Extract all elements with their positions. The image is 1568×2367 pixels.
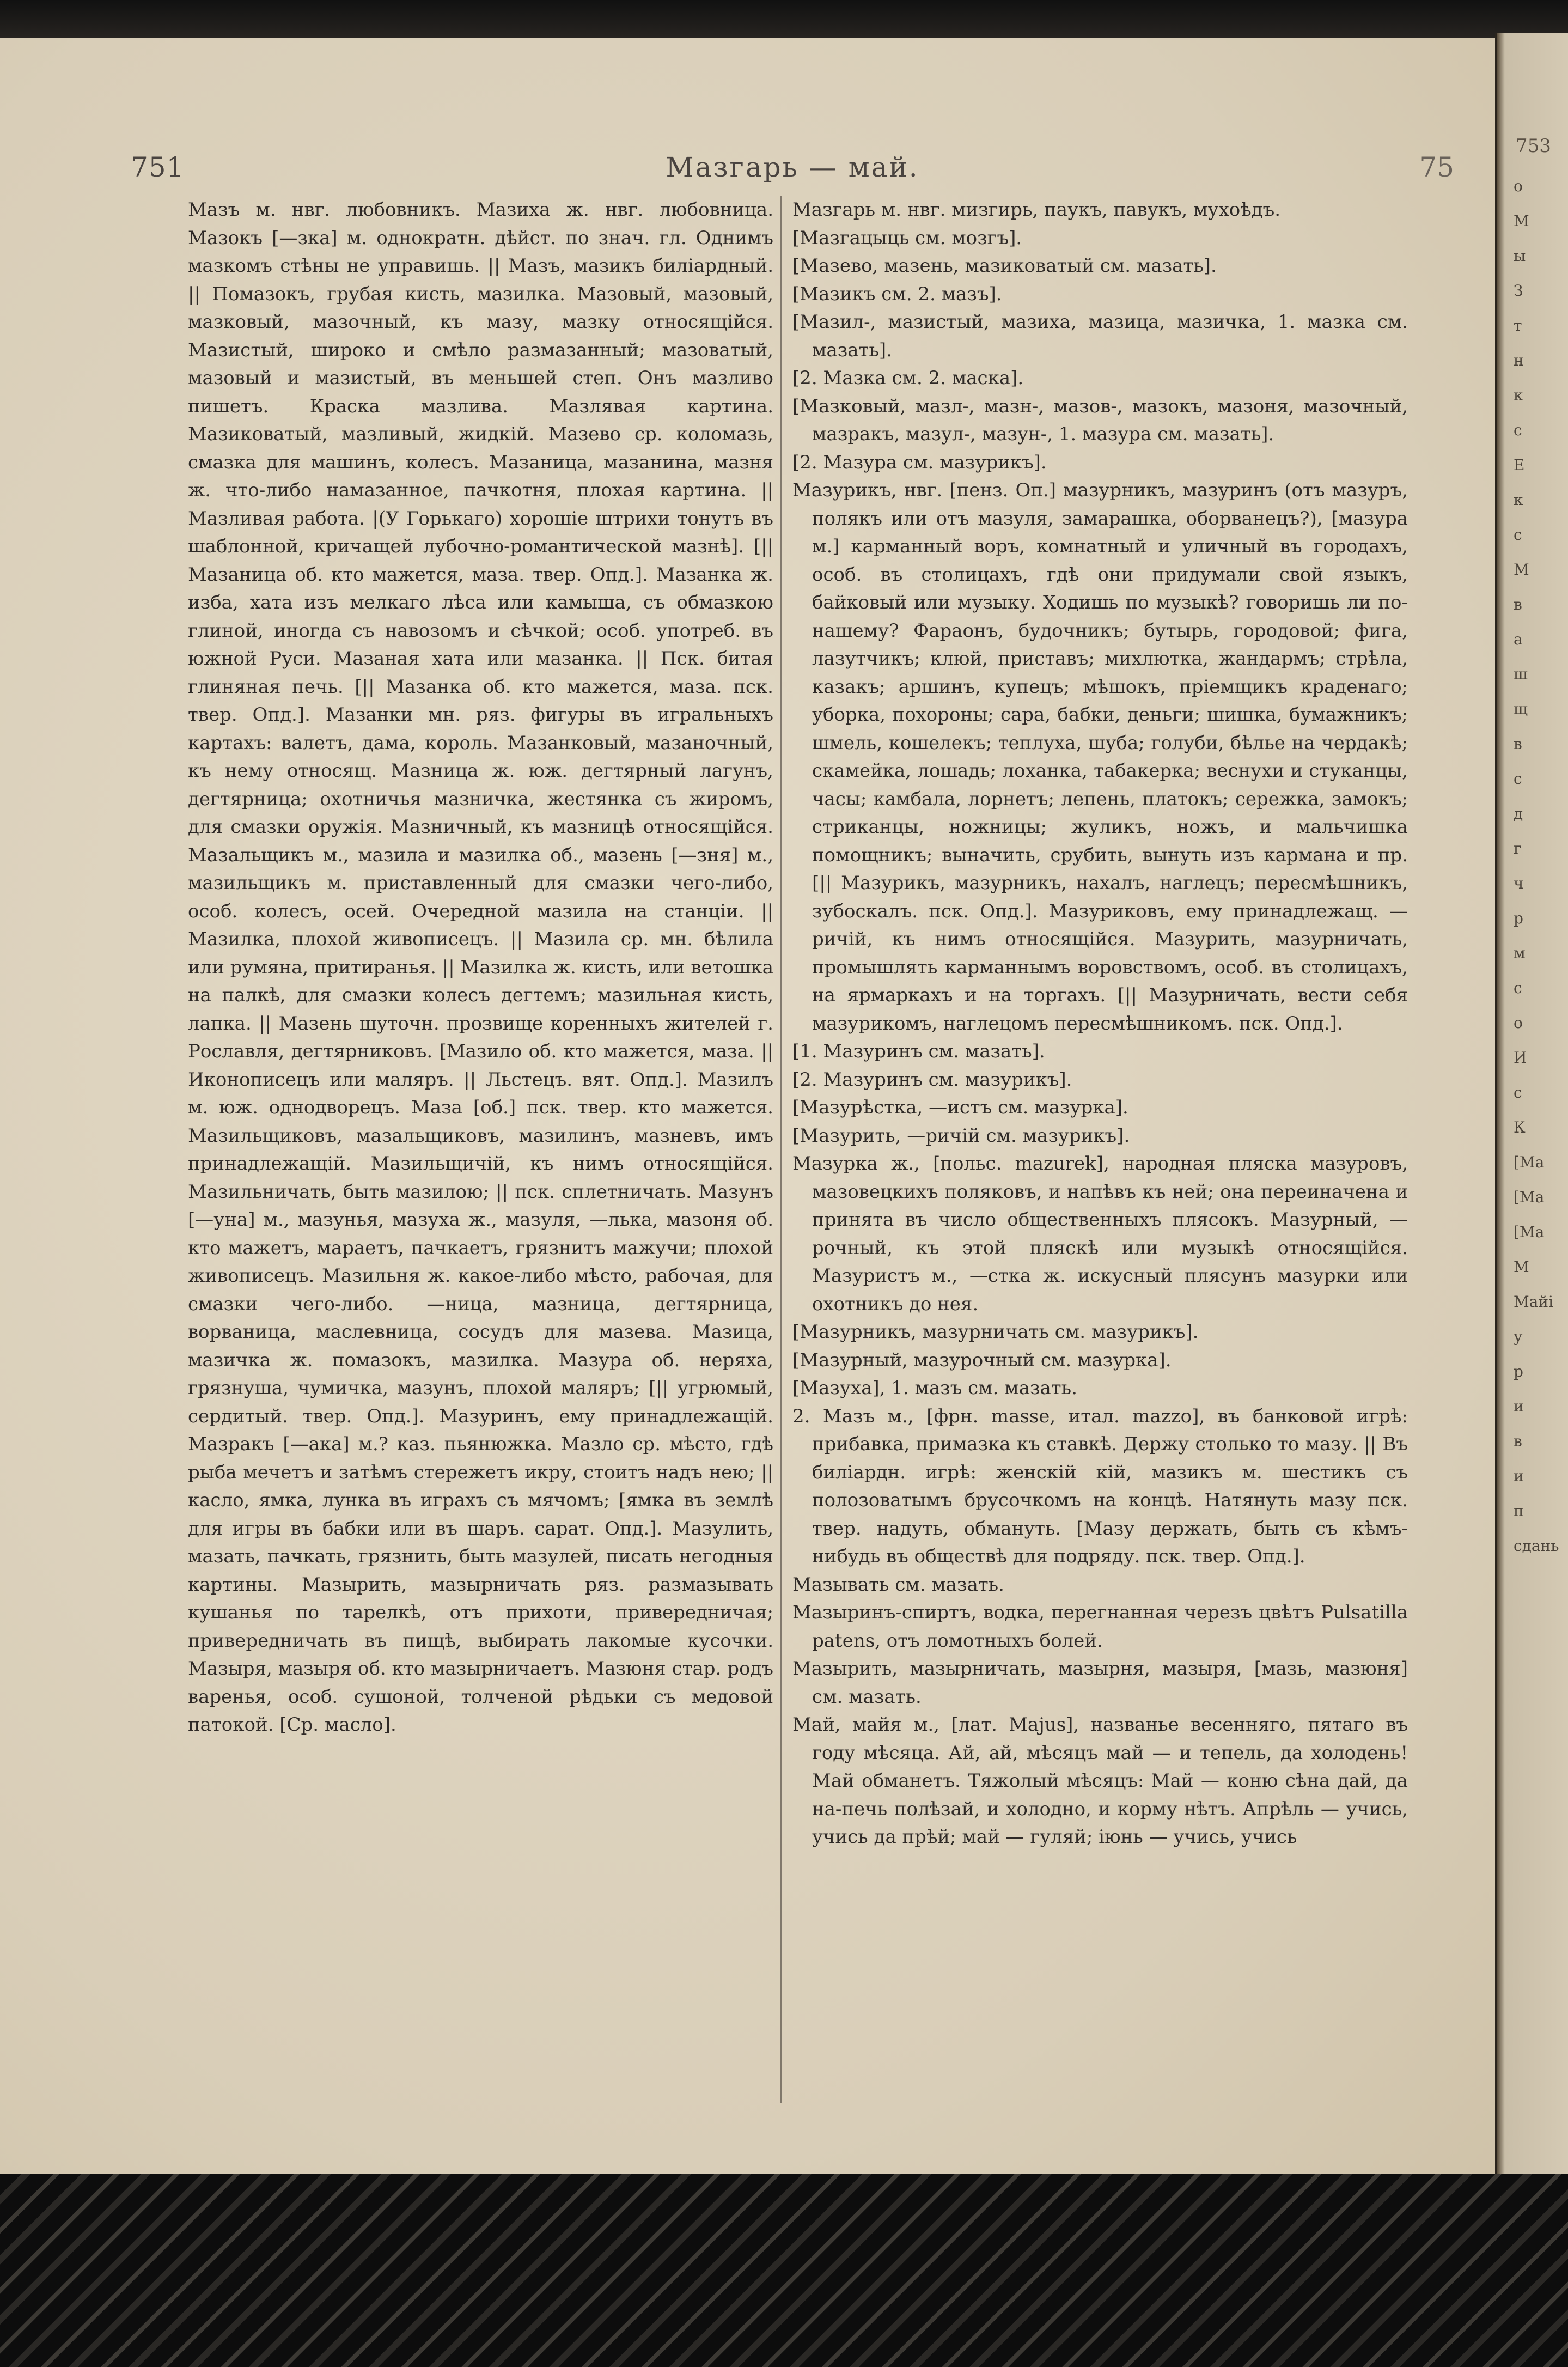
entry-mazik: [Мазикъ см. 2. мазъ]. — [792, 283, 1002, 305]
entry-mazyvat: Мазывать см. мазать. — [792, 1573, 1004, 1596]
entry-mazukha: [Мазуха], 1. мазъ см. мазать. — [792, 1377, 1077, 1399]
entry-mazil: [Мазил-, мазистый, мазиха, мазица, мазичка, 1. мазка см. мазать]. — [792, 311, 1408, 361]
column-divider — [780, 196, 782, 2103]
entry-mazurnyi: [Мазурный, мазурочный см. мазурка]. — [792, 1349, 1172, 1371]
entry-mazuristka: [Мазурѣстка, —истъ см. мазурка]. — [792, 1097, 1128, 1118]
entry-maz-2: 2. Мазъ м., [фрн. masse, итал. mazzo], въ банковой игрѣ: прибавка, примазка къ ставкѣ. Держу столько то мазу. || Въ билiардн. игрѣ: женскiй кiй, мазикъ м. шестикъ съ полозоватымъ брусочкомъ на концѣ. Натянуть мазу пск. твер. надуть, обмануть. [Мазу держать, быть съ кѣмъ-нибудь въ обществѣ для подряду. пск. твер. Опд.]. — [792, 1405, 1408, 1567]
entry-mazurin-2: [2. Мазуринъ см. мазурикъ]. — [792, 1068, 1072, 1091]
running-title: Мазгарь — май. — [666, 151, 919, 183]
entry-mazurka: Мазурка ж., [польс. mazurek], народная пляска мазуровъ, мазовецкихъ поляковъ, и напѣвъ къ ней; она переиначена и принята въ число общественныхъ плясокъ. Мазурный, —рочный, къ этой пляскѣ или музыкѣ относящiйся. Мазуристъ м., —стка ж. искусный плясунъ мазурки или охотникъ до нея. — [792, 1153, 1408, 1315]
entry-mazyrit: Мазырить, мазырничать, мазырня, мазыря, [мазь, мазюня] см. мазать. — [792, 1658, 1408, 1708]
entry-mazgar: Мазгарь м. нвг. мизгирь, паукъ, павукъ, мухоѣдъ. — [792, 199, 1281, 221]
entry-mazurik: Мазурикъ, нвг. [пенз. Оп.] мазурникъ, мазуринъ (отъ мазуръ, полякъ или отъ мазуля, замарашка, оборванецъ?), [мазура м.] карманный воръ, комнатный и уличный въ городахъ, особ. въ столицахъ, гдѣ они придумали свой языкъ, байковый или музыку. Ходишь по музыкѣ? говоришь ли по-нашему? Фараонъ, будочникъ; бутырь, городовой; фига, лазутчикъ; клюй, приставъ; михлютка, жандармъ; стрѣла, казакъ; аршинъ, купецъ; мѣшокъ, прiемщикъ краденаго; уборка, похороны; сара, бабки, деньги; шишка, бумажникъ; шмель, кошелекъ; теплуха, шуба; голуби, бѣлье на чердакѣ; скамейка, лошадь; лоханка, табакерка; веснухи и стуканцы, часы; камбала, лорнетъ; лепень, платокъ; сережка, замокъ; стриканцы, ножницы; жуликъ, ножъ, и мальчишка помощникъ; выначить, срубить, вынуть изъ кармана и пр. [|| Мазурикъ, мазурникъ, нахалъ, наглецъ; пересмѣшникъ, зубоскалъ. пск. Опд.]. Мазуриковъ, ему принадлежащ. —ричiй, къ нимъ относящiйся. Мазурить, мазурничать, промышлять карманнымъ воровствомъ, особ. въ столицахъ, на ярмаркахъ и на торгахъ. [|| Мазурничать, вести себя мазурикомъ, наглецомъ пересмѣшникомъ. пск. Опд.]. — [792, 479, 1408, 1035]
page-number: 751 — [131, 151, 185, 183]
next-page-number: 753 — [1516, 135, 1551, 157]
page-header — [131, 151, 1454, 190]
entry-mazurin-1: [1. Мазуринъ см. мазать]. — [792, 1040, 1045, 1062]
entry-mai: Май, майя м., [лат. Majus], названье весенняго, пятаго въ году мѣсяца. Ай, ай, мѣсяцъ май — и тепель, да холодень! Май обманетъ. Тяжолый мѣсяцъ: Май — коню сѣна дай, да на-печь полѣзай, и холодно, и корму нѣтъ. Апрѣль — учись, учись да прѣй; май — гуляй; iюнь — учись, учись — [792, 1714, 1408, 1848]
next-page-edge — [1495, 33, 1568, 2190]
scan-bottom-background — [0, 2174, 1568, 2367]
entry-mazura-2: [2. Мазура см. мазурикъ]. — [792, 451, 1047, 473]
entry-maz: Мазъ м. нвг. любовникъ. Мазиха ж. нвг. любовница. Мазокъ [—зка] м. однократн. дѣйст. по знач. гл. Однимъ мазкомъ стѣны не управишь. || Мазъ, мазикъ билiардный. || Помазокъ, грубая кисть, мазилка. Мазовый, мазовый, мазковый, мазочный, къ мазу, мазку относящiйся. Мазистый, широко и смѣло размазанный; мазоватый, мазовый и мазистый, въ меньшей степ. Онъ мазливо пишетъ. Краска мазлива. Мазлявая картина. Мазиковатый, мазливый, жидкiй. Мазево ср. коломазь, смазка для машинъ, колесъ. Мазаница, мазанина, мазня ж. что-либо намазанное, пачкотня, плохая картина. || Мазливая работа. |(У Горькаго) хорошiе штрихи тонутъ въ шаблонной, кричащей лубочно-романтической мазнѣ]. [|| Мазаница об. кто мажется, маза. твер. Опд.]. Мазанка ж. изба, хата изъ мелкаго лѣса или камыша, съ обмазкою глиной, иногда съ навозомъ и сѣчкой; особ. употреб. въ южной Руси. Мазаная хата или мазанка. || Пск. битая глиняная печь. [|| Мазанка об. кто мажется, маза. пск. твер. Опд.]. Мазанки мн. ряз. фигуры въ игральныхъ картахъ: валетъ, дама, король. Мазанковый, мазаночный, къ нему относящ. Мазница ж. юж. дегтярный лагунъ, дегтярница; охотничья мазничка, жестянка съ жиромъ, для смазки оружiя. Мазничный, къ мазницѣ относящiйся. Мазальщикъ м., мазила и мазилка об., мазень [—зня] м., мазильщикъ м. приставленный для смазки чего-либо, особ. колесъ, осей. Очередной мазила на станцiи. || Мазилка, плохой живописецъ. || Мазила ср. мн. бѣлила или румяна, притиранья. || Мазилка ж. кисть, или ветошка на палкѣ, для смазки колесъ дегтемъ; мазильная кисть, лапка. || Мазень шуточн. прозвище коренныхъ жителей г. Рославля, дегтярниковъ. [Мазило об. кто мажется, маза. || Иконописецъ или маляръ. || Льстецъ. вят. Опд.]. Мазилъ м. юж. однодворецъ. Маза [об.] пск. твер. кто мажется. Мазильщиковъ, мазальщиковъ, мазилинъ, мазневъ, имъ принадлежащiй. Мазильщичiй, къ нимъ относящiйся. Мазильничать, быть мазилою; || пск. сплетничать. Мазунъ [—уна] м., мазунья, мазуха ж., мазуля, —лька, мазоня об. кто мажетъ, мараетъ, пачкаетъ, грязнитъ мажучи; плохой живописецъ. Мазильня ж. какое-либо мѣсто, рабочая, для смазки чего-либо. —ница, мазница, дегтярница, ворваница, маслевница, сосудъ для мазева. Мазица, мазичка ж. помазокъ, мазилка. Мазура об. неряха, грязнуша, чумичка, мазунъ, плохой маляръ; [|| угрюмый, сердитый. твер. Опд.]. Мазуринъ, ему принадлежащiй. Мазракъ [—ака] м.? каз. пьянюжка. Мазло ср. мѣсто, гдѣ рыба мечетъ и затѣмъ стережетъ икру, стоитъ надъ нею; || касло, ямка, лунка въ играхъ съ мячомъ; [ямка въ землѣ для игры въ бабки или въ шаръ. сарат. Опд.]. Мазулить, мазать, пачкать, грязнить, быть мазулей, писать негодныя картины. Мазырить, мазырничать ряз. размазывать кушанья по тарелкѣ, отъ прихоти, привередничая; привередничать въ пищѣ, выбирать лакомые кусочки. Мазыря, мазыря об. кто мазырничаетъ. Мазюня стар. родъ варенья, особ. сушоной, толченой рѣдьки съ медовой патокой. [Ср. масло]. — [188, 199, 773, 1736]
entry-mazurit: [Мазурить, —ричiй см. мазурикъ]. — [792, 1124, 1130, 1147]
left-column — [188, 196, 773, 2114]
right-column — [792, 196, 1408, 2114]
page-number-right: 75 — [1419, 151, 1454, 183]
entry-mazgacyc: [Мазгацыць см. мозгъ]. — [792, 227, 1022, 249]
entry-mazurnik: [Мазурникъ, мазурничать см. мазурикъ]. — [792, 1321, 1199, 1343]
entry-mazka-2: [2. Мазка см. 2. маска]. — [792, 367, 1024, 389]
entry-mazyrin-spirt: Мазыринъ-спиртъ, водка, перегнанная черезъ цвѣтъ Pulsatilla patens, отъ ломотныхъ болей. — [792, 1602, 1408, 1652]
entry-mazkovyi: [Мазковый, мазл-, мазн-, мазов-, мазокъ, мазоня, мазочный, мазракъ, мазул-, мазун-, 1. мазура см. мазать]. — [792, 395, 1408, 445]
entry-mazevo: [Мазево, мазень, мазиковатый см. мазать]. — [792, 255, 1217, 277]
next-page-text: о М ы З т н к с Е к с М в а ш щ в с д г ч р м с о И с К [Ма [Ма [Ма М Майі у р и в и п сдань — [1514, 177, 1559, 1555]
